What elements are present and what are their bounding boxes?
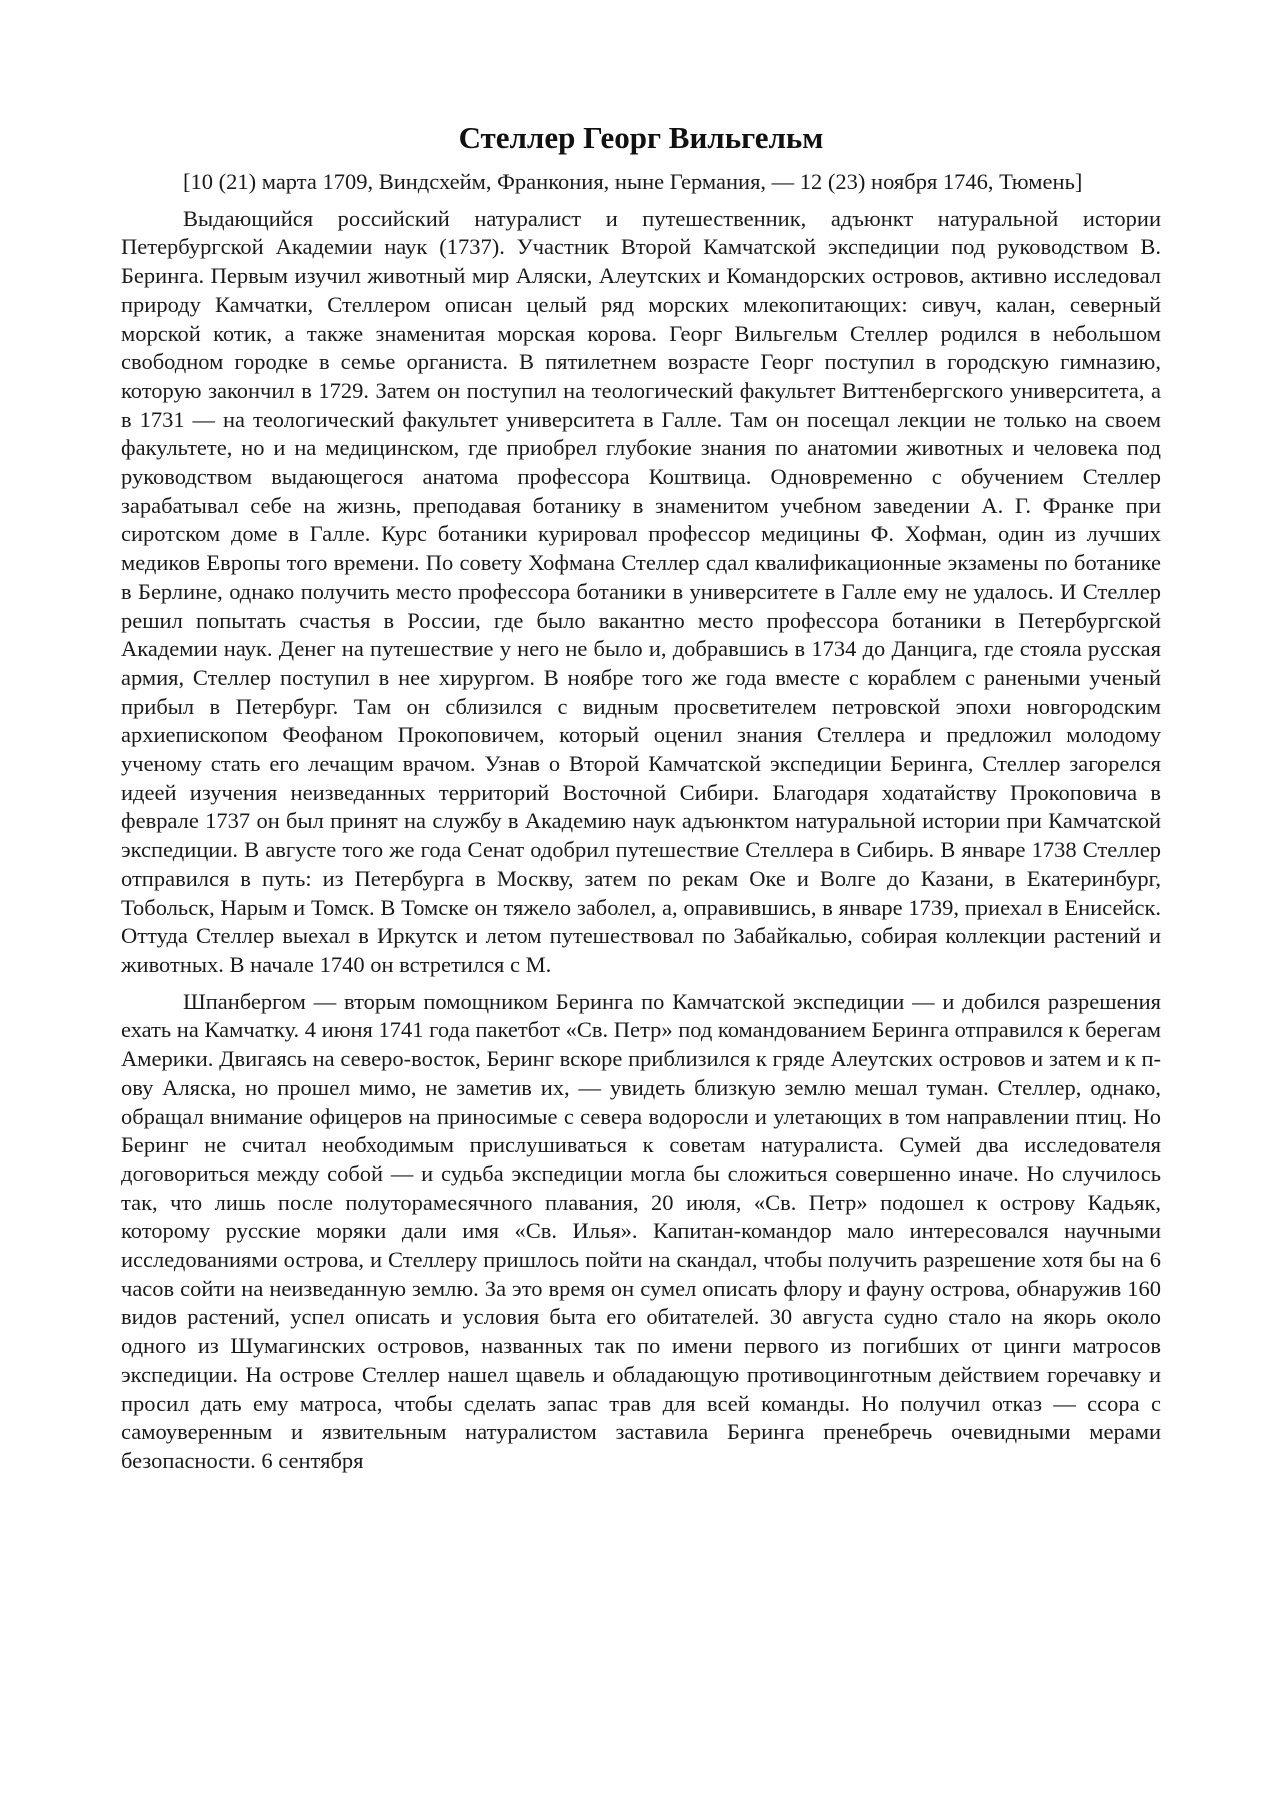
document-title: Стеллер Георг Вильгельм	[458, 120, 824, 155]
life-dates-paragraph: [10 (21) марта 1709, Виндсхейм, Франкония, ныне Германия, — 12 (23) ноября 1746, Тюмень]	[183, 169, 1083, 194]
document-body	[121, 118, 1161, 1476]
biography-paragraph-2: Шпанбергом — вторым помощником Беринга по Камчатской экспедиции — и добился разрешения ехать на Камчатку. 4 июня 1741 года пакетбот «Св. Петр» под командованием Беринга отправился к берегам Америки. Двигаясь на северо-восток, Беринг вскоре приблизился к гряде Алеутских островов и затем и к п-ову Аляска, но прошел мимо, не заметив их, — увидеть близкую землю мешал туман. Стеллер, однако, обращал внимание офицеров на приносимые с севера водоросли и улетающих в том направлении птиц. Но Беринг не считал необходимым прислушиваться к советам натуралиста. Сумей два исследователя договориться между собой — и судьба экспедиции могла бы сложиться совершенно иначе. Но случилось так, что лишь после полуторамесячного плавания, 20 июля, «Св. Петр» подошел к острову Кадьяк, которому русские моряки дали имя «Св. Илья». Капитан-командор мало интересовался научными исследованиями острова, и Стеллеру пришлось пойти на скандал, чтобы получить разрешение хотя бы на 6 часов сойти на неизведанную землю. За это время он сумел описать флору и фауну острова, обнаружив 160 видов растений, успел описать и условия быта его обитателей. 30 августа судно стало на якорь около одного из Шумагинских островов, названных так по имени первого из погибших от цинги матросов экспедиции. На острове Стеллер нашел щавель и обладающую противоцинготным действием горечавку и просил дать ему матроса, чтобы сделать запас трав для всей команды. Но получил отказ — ссора с самоуверенным и язвительным натуралистом заставила Беринга пренебречь очевидными мерами безопасности. 6 сентября	[121, 988, 1161, 1473]
biography-paragraph-1: Выдающийся российский натуралист и путешественник, адъюнкт натуральной истории Петербургской Академии наук (1737). Участник Второй Камчатской экспедиции под руководством В. Беринга. Первым изучил животный мир Аляски, Алеутских и Командорских островов, активно исследовал природу Камчатки, Стеллером описан целый ряд морских млекопитающих: сивуч, калан, северный морской котик, а также знаменитая морская корова. Георг Вильгельм Стеллер родился в небольшом свободном городке в семье органиста. В пятилетнем возрасте Георг поступил в городскую гимназию, которую закончил в 1729. Затем он поступил на теологический факультет Виттенбергского университета, а в 1731 — на теологический факультет университета в Галле. Там он посещал лекции не только на своем факультете, но и на медицинском, где приобрел глубокие знания по анатомии животных и человека под руководством выдающегося анатома профессора Коштвица. Одновременно с обучением Стеллер зарабатывал себе на жизнь, преподавая ботанику в знаменитом учебном заведении А. Г. Франке при сиротском доме в Галле. Курс ботаники курировал профессор медицины Ф. Хофман, один из лучших медиков Европы того времени. По совету Хофмана Стеллер сдал квалификационные экзамены по ботанике в Берлине, однако получить место профессора ботаники в университете в Галле ему не удалось. И Стеллер решил попытать счастья в России, где было вакантно место профессора ботаники в Петербургской Академии наук. Денег на путешествие у него не было и, добравшись в 1734 до Данцига, где стояла русская армия, Стеллер поступил в нее хирургом. В ноябре того же года вместе с кораблем с ранеными ученый прибыл в Петербург. Там он сблизился с видным просветителем петровской эпохи новгородским архиепископом Феофаном Прокоповичем, который оценил знания Стеллера и предложил молодому ученому стать его лечащим врачом. Узнав о Второй Камчатской экспедиции Беринга, Стеллер загорелся идеей изучения неизведанных территорий Восточной Сибири. Благодаря ходатайству Прокоповича в феврале 1737 он был принят на службу в Академию наук адъюнктом натуральной истории при Камчатской экспедиции. В августе того же года Сенат одобрил путешествие Стеллера в Сибирь. В январе 1738 Стеллер отправился в путь: из Петербурга в Москву, затем по рекам Оке и Волге до Казани, в Екатеринбург, Тобольск, Нарым и Томск. В Томске он тяжело заболел, а, оправившись, в январе 1739, приехал в Енисейск. Оттуда Стеллер выехал в Иркутск и летом путешествовал по Забайкалью, собирая коллекции растений и животных. В начале 1740 он встретился с М.	[121, 205, 1161, 977]
